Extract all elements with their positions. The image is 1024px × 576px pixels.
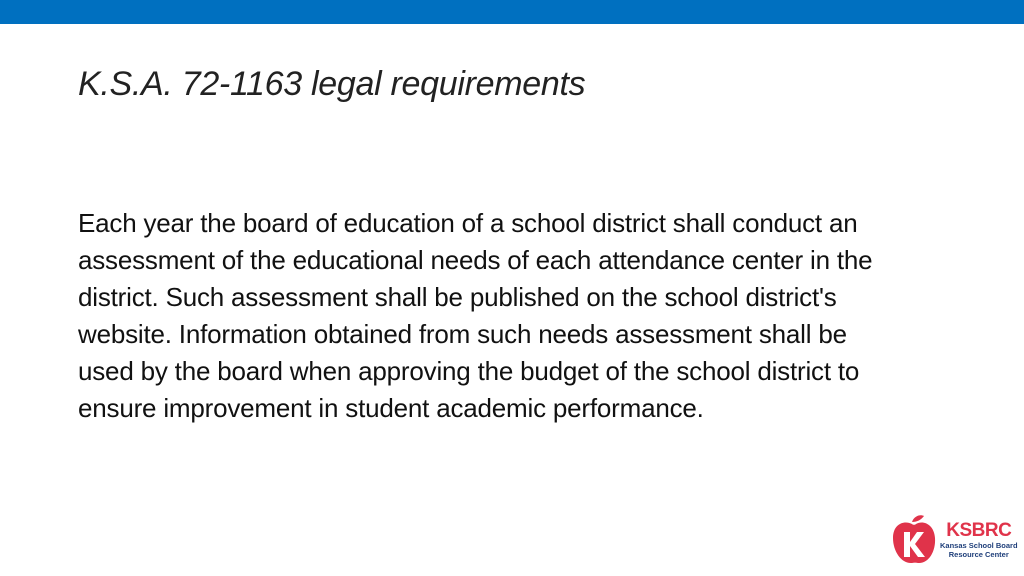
top-accent-bar [0, 0, 1024, 24]
logo-text [940, 521, 1018, 559]
logo-subtitle-line1: Kansas School Board [940, 541, 1018, 550]
logo-wordmark: KSBRC [946, 520, 1012, 541]
ksbrc-logo [890, 514, 1016, 566]
slide-body-text: Each year the board of education of a school district shall conduct an assessment of the educational needs of each attendance center in the district. Such assessment shall be published on the school district's website. Information obtained from such needs assessment shall be used by the board when approving the budget of the school district to ensure improvement in student academic performance. [78, 208, 873, 423]
apple-k-logo-icon [890, 514, 938, 566]
slide-title: K.S.A. 72-1163 legal requirements [78, 65, 586, 103]
logo-subtitle-line2: Resource Center [948, 550, 1009, 559]
